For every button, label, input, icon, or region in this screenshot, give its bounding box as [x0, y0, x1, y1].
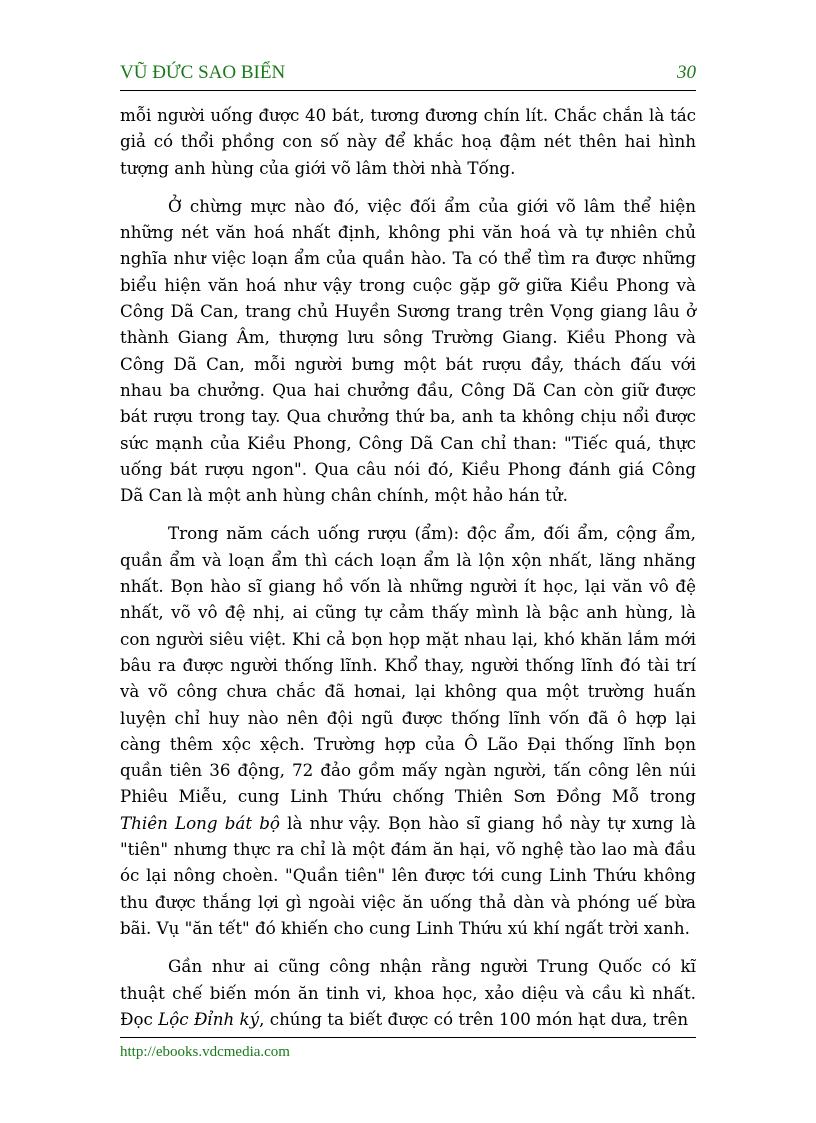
paragraph-text: Gần như ai cũng công nhận rằng người Trung Quốc có kĩ thuật chế biến món ăn tinh vi, khoa học, xảo diệu và cầu kì nhất. Đọc: [120, 956, 696, 1029]
paragraph: [120, 193, 696, 509]
book-title: VŨ ĐỨC SAO BIỂN: [120, 62, 286, 83]
footer-divider: [120, 1037, 696, 1038]
book-title-italic: Lộc Đỉnh ký: [158, 1008, 260, 1029]
paragraph-text: là như vậy. Bọn hào sĩ giang hồ này tự xưng là "tiên" nhưng thực ra chỉ là một đám ăn hại, võ nghệ tào lao mà đầu óc lại nông choèn. "Quần tiên" lên được tới cung Linh Thứu không thu được thắng lợi gì ngoài việc ăn uống thả dàn và phóng uế bừa bãi. Vụ "ăn tết" đó khiến cho cung Linh Thứu xú khí ngất trời xanh.: [120, 812, 696, 938]
footer-link[interactable]: http://ebooks.vdcmedia.com: [120, 1044, 290, 1060]
paragraph-text: , chúng ta biết được có trên 100 món hạt dưa, trên: [259, 1008, 689, 1029]
paragraph: [120, 953, 696, 1032]
book-title-italic: Thiên Long bát bộ: [120, 812, 280, 833]
paragraph-text: Ở chừng mực nào đó, việc đối ẩm của giới võ lâm thể hiện những nét văn hoá nhất định, không phi văn hoá và tự nhiên chủ nghĩa như việc loạn ẩm của quần hào. Ta có thể tìm ra được những biểu hiện văn hoá như vậy trong cuộc gặp gỡ giữa Kiều Phong và Công Dã Can, trang chủ Huyền Sương trang trên Vọng giang lâu ở thành Giang Âm, thượng lưu sông Trường Giang. Kiều Phong và Công Dã Can, mỗi người bưng một bát rượu đầy, thách đấu với nhau ba chưởng. Qua hai chưởng đầu, Công Dã Can còn giữ được bát rượu trong tay. Qua chưởng thứ ba, anh ta không chịu nổi được sức mạnh của Kiều Phong, Công Dã Can chỉ than: "Tiếc quá, thực uống bát rượu ngon". Qua câu nói đó, Kiều Phong đánh giá Công Dã Can là một anh hùng chân chính, một hảo hán tử.: [120, 195, 696, 506]
page-header: [120, 60, 696, 91]
paragraph: [120, 520, 696, 941]
page-number: 30: [677, 62, 696, 83]
paragraph-text: Trong năm cách uống rượu (ẩm): độc ẩm, đối ẩm, cộng ẩm, quần ẩm và loạn ẩm thì cách loạn ẩm là lộn xộn nhất, lăng nhăng nhất. Bọn hào sĩ giang hồ vốn là những người ít học, lại văn vô đệ nhất, võ vô đệ nhị, ai cũng tự cảm thấy mình là bậc anh hùng, là con người siêu việt. Khi cả bọn họp mặt nhau lại, khó khăn lắm mới bâu ra được người thống lĩnh. Khổ thay, người thống lĩnh đó tài trí và võ công chưa chắc đã hơnai, lại không qua một trường huấn luyện chỉ huy nào nên đội ngũ được thống lĩnh vốn đã ô hợp lại càng thêm xộc xệch. Trường hợp của Ô Lão Đại thống lĩnh bọn quần tiên 36 động, 72 đảo gồm mấy ngàn người, tấn công lên núi Phiêu Miễu, cung Linh Thứu chống Thiên Sơn Đồng Mỗ trong: [120, 523, 696, 807]
body-text: [120, 102, 696, 1044]
paragraph-text: mỗi người uống được 40 bát, tương đương chín lít. Chắc chắn là tác giả có thổi phồng con số này để khắc hoạ đậm nét thên hai hình tượng anh hùng của giới võ lâm thời nhà Tống.: [120, 105, 696, 178]
paragraph: [120, 102, 696, 181]
